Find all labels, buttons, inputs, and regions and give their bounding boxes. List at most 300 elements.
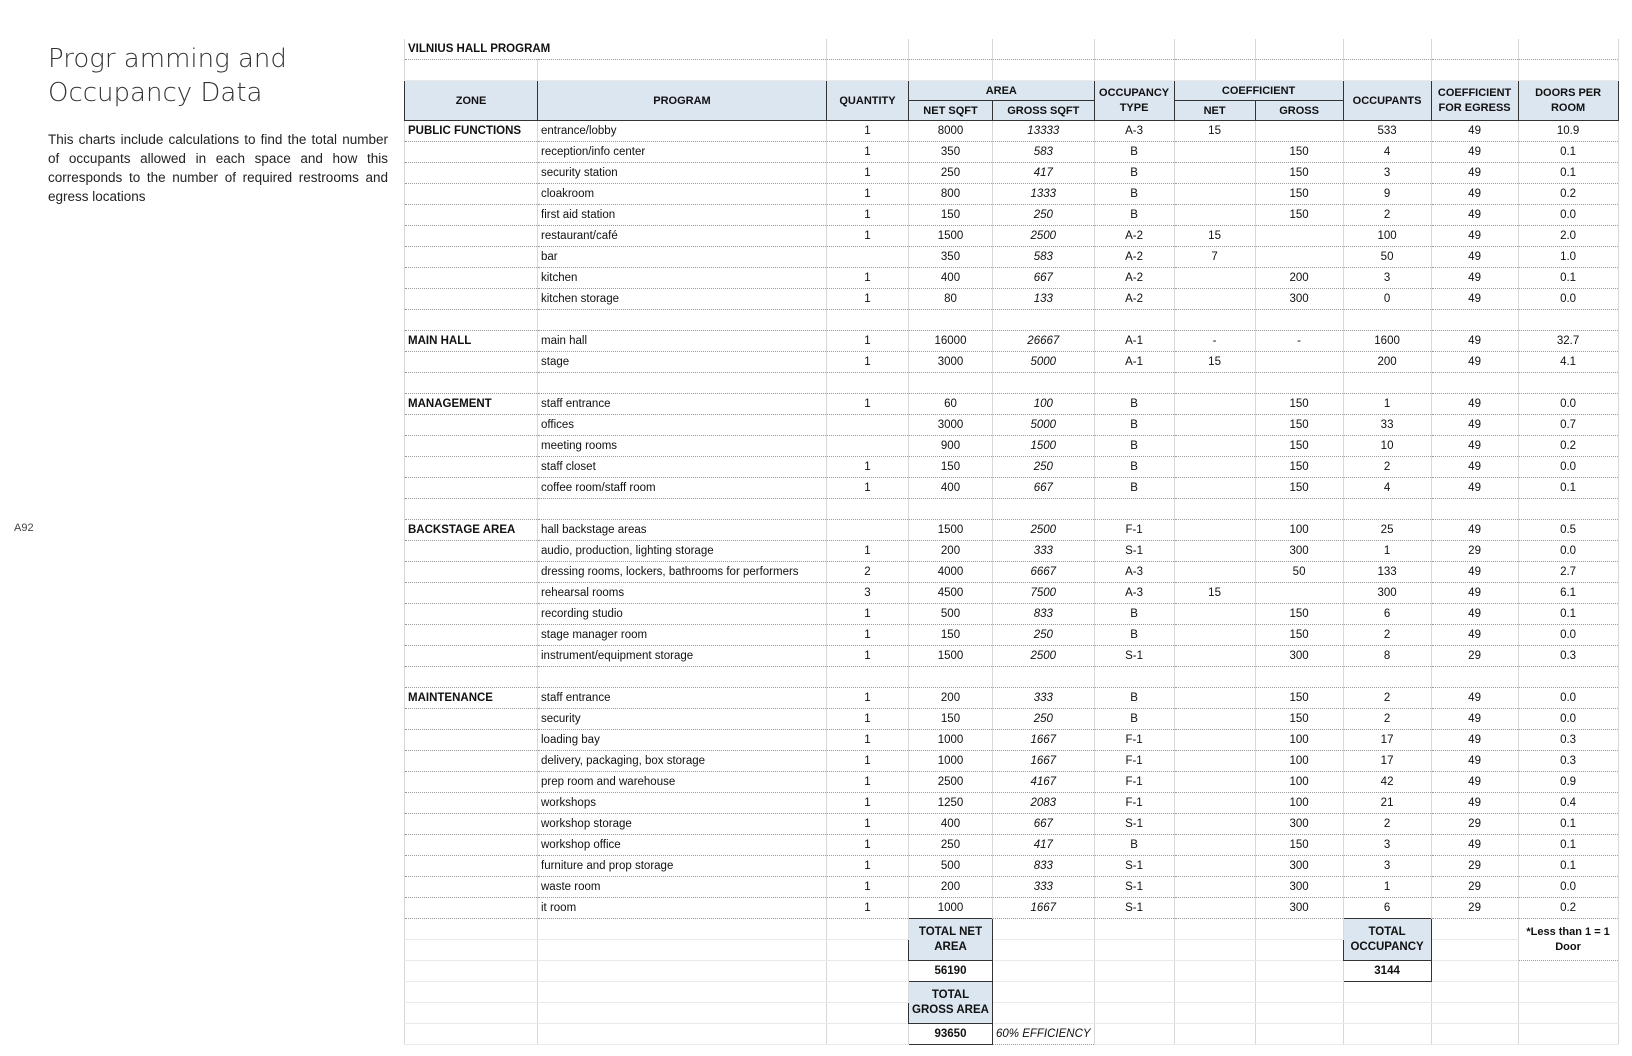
occupancy-type-cell: S-1 — [1094, 877, 1174, 898]
total-gross-area-label: TOTAL GROSS AREA — [909, 982, 993, 1024]
coef-egress-cell: 49 — [1431, 604, 1518, 625]
coef-gross-cell: 50 — [1255, 562, 1343, 583]
quantity-cell: 1 — [827, 898, 909, 919]
doors-cell: 0.0 — [1518, 205, 1618, 226]
header-coef-net: NET — [1174, 101, 1255, 121]
zone-cell: MANAGEMENT — [405, 394, 538, 415]
program-cell: it room — [538, 898, 827, 919]
coef-net-cell — [1174, 520, 1255, 541]
coef-egress-cell: 49 — [1431, 184, 1518, 205]
net-sqft-cell: 1500 — [909, 646, 993, 667]
gross-sqft-cell: 250 — [993, 457, 1095, 478]
quantity-cell: 1 — [827, 184, 909, 205]
quantity-cell: 1 — [827, 142, 909, 163]
occupants-cell: 2 — [1343, 625, 1431, 646]
coef-net-cell — [1174, 436, 1255, 457]
quantity-cell: 1 — [827, 268, 909, 289]
occupants-cell: 4 — [1343, 142, 1431, 163]
zone-cell — [405, 289, 538, 310]
coef-net-cell: 15 — [1174, 226, 1255, 247]
program-cell: security — [538, 709, 827, 730]
gross-sqft-cell: 250 — [993, 625, 1095, 646]
gross-sqft-cell: 1667 — [993, 751, 1095, 772]
occupants-cell: 100 — [1343, 226, 1431, 247]
doors-cell: 0.2 — [1518, 898, 1618, 919]
occupants-cell: 3 — [1343, 268, 1431, 289]
table-row — [405, 625, 1619, 646]
program-cell: coffee room/staff room — [538, 478, 827, 499]
coef-gross-cell — [1255, 121, 1343, 142]
header-program: PROGRAM — [538, 81, 827, 121]
net-sqft-cell: 16000 — [909, 331, 993, 352]
coef-gross-cell: 150 — [1255, 625, 1343, 646]
net-sqft-cell: 8000 — [909, 121, 993, 142]
net-sqft-cell: 250 — [909, 835, 993, 856]
zone-cell — [405, 205, 538, 226]
gross-sqft-cell: 6667 — [993, 562, 1095, 583]
total-gross-area-value: 93650 — [909, 1024, 993, 1045]
zone-cell — [405, 793, 538, 814]
occupants-cell: 533 — [1343, 121, 1431, 142]
zone-cell — [405, 478, 538, 499]
doors-cell: 0.0 — [1518, 625, 1618, 646]
doors-cell: 0.2 — [1518, 184, 1618, 205]
doors-cell: 0.0 — [1518, 688, 1618, 709]
blank-row — [405, 373, 1619, 394]
net-sqft-cell: 4500 — [909, 583, 993, 604]
zone-cell — [405, 730, 538, 751]
doors-cell: 0.1 — [1518, 478, 1618, 499]
occupancy-type-cell: S-1 — [1094, 856, 1174, 877]
doors-cell: 0.0 — [1518, 541, 1618, 562]
doors-cell: 0.0 — [1518, 394, 1618, 415]
coef-gross-cell: 150 — [1255, 142, 1343, 163]
net-sqft-cell: 1500 — [909, 520, 993, 541]
occupants-cell: 200 — [1343, 352, 1431, 373]
gross-sqft-cell: 2500 — [993, 520, 1095, 541]
quantity-cell: 1 — [827, 205, 909, 226]
zone-cell — [405, 142, 538, 163]
occupancy-type-cell: S-1 — [1094, 646, 1174, 667]
doors-cell: 0.3 — [1518, 646, 1618, 667]
header-occupants: OCCUPANTS — [1343, 81, 1431, 121]
doors-cell: 10.9 — [1518, 121, 1618, 142]
coef-egress-cell: 49 — [1431, 772, 1518, 793]
occupancy-type-cell: F-1 — [1094, 793, 1174, 814]
coef-gross-cell: 150 — [1255, 163, 1343, 184]
coef-egress-cell: 49 — [1431, 478, 1518, 499]
doors-cell: 0.7 — [1518, 415, 1618, 436]
coef-egress-cell: 29 — [1431, 541, 1518, 562]
table-row — [405, 352, 1619, 373]
coef-net-cell — [1174, 184, 1255, 205]
occupants-cell: 300 — [1343, 583, 1431, 604]
gross-sqft-cell: 833 — [993, 604, 1095, 625]
quantity-cell: 1 — [827, 709, 909, 730]
coef-egress-cell: 49 — [1431, 751, 1518, 772]
occupancy-type-cell: B — [1094, 709, 1174, 730]
zone-cell — [405, 247, 538, 268]
coef-gross-cell: 100 — [1255, 772, 1343, 793]
coef-net-cell — [1174, 898, 1255, 919]
zone-cell — [405, 751, 538, 772]
quantity-cell: 1 — [827, 457, 909, 478]
program-cell: offices — [538, 415, 827, 436]
net-sqft-cell: 1000 — [909, 898, 993, 919]
coef-net-cell — [1174, 688, 1255, 709]
gross-sqft-cell: 333 — [993, 688, 1095, 709]
occupants-cell: 3 — [1343, 163, 1431, 184]
coef-gross-cell: 150 — [1255, 457, 1343, 478]
coef-gross-cell: 150 — [1255, 835, 1343, 856]
occupants-cell: 25 — [1343, 520, 1431, 541]
occupancy-type-cell: B — [1094, 835, 1174, 856]
page-number: A92 — [14, 522, 34, 534]
quantity-cell: 1 — [827, 226, 909, 247]
table-row — [405, 331, 1619, 352]
occupants-cell: 8 — [1343, 646, 1431, 667]
table-row — [405, 142, 1619, 163]
occupants-cell: 21 — [1343, 793, 1431, 814]
total-net-area-value: 56190 — [909, 961, 993, 982]
coef-gross-cell: 300 — [1255, 289, 1343, 310]
program-cell: audio, production, lighting storage — [538, 541, 827, 562]
net-sqft-cell: 200 — [909, 877, 993, 898]
total-occupancy-value: 3144 — [1343, 961, 1431, 982]
table-row — [405, 562, 1619, 583]
occupancy-type-cell: B — [1094, 436, 1174, 457]
quantity-cell: 1 — [827, 646, 909, 667]
zone-cell — [405, 583, 538, 604]
zone-cell: PUBLIC FUNCTIONS — [405, 121, 538, 142]
program-cell: kitchen storage — [538, 289, 827, 310]
gross-sqft-cell: 417 — [993, 835, 1095, 856]
table-row — [405, 709, 1619, 730]
zone-cell — [405, 898, 538, 919]
coef-egress-cell: 49 — [1431, 268, 1518, 289]
net-sqft-cell: 250 — [909, 163, 993, 184]
occupancy-type-cell: B — [1094, 142, 1174, 163]
program-cell: reception/info center — [538, 142, 827, 163]
coef-egress-cell: 49 — [1431, 457, 1518, 478]
quantity-cell — [827, 247, 909, 268]
quantity-cell: 1 — [827, 688, 909, 709]
coef-gross-cell: - — [1255, 331, 1343, 352]
zone-cell — [405, 163, 538, 184]
coef-gross-cell: 150 — [1255, 184, 1343, 205]
occupants-cell: 4 — [1343, 478, 1431, 499]
program-cell: stage manager room — [538, 625, 827, 646]
program-table — [404, 39, 1619, 1045]
doors-cell: 0.0 — [1518, 877, 1618, 898]
doors-cell: 2.7 — [1518, 562, 1618, 583]
totals-row — [405, 961, 1619, 982]
zone-cell — [405, 604, 538, 625]
coef-gross-cell: 300 — [1255, 814, 1343, 835]
header-doors-per-room: DOORS PER ROOM — [1518, 81, 1618, 121]
occupancy-type-cell: A-2 — [1094, 268, 1174, 289]
table-row — [405, 394, 1619, 415]
spacer-row — [405, 60, 1619, 81]
occupancy-type-cell: A-2 — [1094, 247, 1174, 268]
net-sqft-cell: 500 — [909, 604, 993, 625]
occupants-cell: 42 — [1343, 772, 1431, 793]
zone-cell — [405, 415, 538, 436]
page-title: Progr amming and Occupancy Data — [48, 44, 287, 108]
header-coefficient: COEFFICIENT — [1174, 81, 1343, 101]
coef-net-cell: 15 — [1174, 121, 1255, 142]
net-sqft-cell: 900 — [909, 436, 993, 457]
occupancy-type-cell: S-1 — [1094, 541, 1174, 562]
table-row — [405, 688, 1619, 709]
occupancy-type-cell: B — [1094, 394, 1174, 415]
gross-sqft-cell: 2083 — [993, 793, 1095, 814]
quantity-cell: 1 — [827, 121, 909, 142]
occupancy-type-cell: B — [1094, 688, 1174, 709]
quantity-cell: 1 — [827, 604, 909, 625]
coef-net-cell — [1174, 856, 1255, 877]
gross-sqft-cell: 133 — [993, 289, 1095, 310]
doors-cell: 0.1 — [1518, 268, 1618, 289]
zone-cell — [405, 184, 538, 205]
coef-gross-cell: 150 — [1255, 394, 1343, 415]
occupancy-type-cell: F-1 — [1094, 520, 1174, 541]
occupancy-type-cell: B — [1094, 205, 1174, 226]
doors-cell: 0.1 — [1518, 604, 1618, 625]
occupancy-type-cell: A-1 — [1094, 352, 1174, 373]
coef-net-cell — [1174, 814, 1255, 835]
coef-net-cell — [1174, 205, 1255, 226]
coef-egress-cell: 49 — [1431, 205, 1518, 226]
header-coef-gross: GROSS — [1255, 101, 1343, 121]
quantity-cell: 2 — [827, 562, 909, 583]
gross-sqft-cell: 667 — [993, 814, 1095, 835]
coef-egress-cell: 29 — [1431, 856, 1518, 877]
coef-gross-cell: 150 — [1255, 436, 1343, 457]
zone-cell — [405, 268, 538, 289]
occupants-cell: 133 — [1343, 562, 1431, 583]
occupancy-type-cell: A-2 — [1094, 226, 1174, 247]
occupants-cell: 2 — [1343, 205, 1431, 226]
header-gross-sqft: GROSS SQFT — [993, 101, 1095, 121]
coef-net-cell — [1174, 793, 1255, 814]
program-cell: dressing rooms, lockers, bathrooms for performers — [538, 562, 827, 583]
net-sqft-cell: 1250 — [909, 793, 993, 814]
doors-cell: 0.4 — [1518, 793, 1618, 814]
table-row — [405, 478, 1619, 499]
coef-net-cell — [1174, 625, 1255, 646]
doors-cell: 0.1 — [1518, 814, 1618, 835]
coef-net-cell — [1174, 289, 1255, 310]
totals-row — [405, 982, 1619, 1003]
zone-cell — [405, 457, 538, 478]
coef-egress-cell: 49 — [1431, 436, 1518, 457]
doors-cell: 0.9 — [1518, 772, 1618, 793]
occupants-cell: 1600 — [1343, 331, 1431, 352]
efficiency-note: 60% EFFICIENCY — [993, 1024, 1095, 1045]
table-row — [405, 247, 1619, 268]
coef-net-cell — [1174, 604, 1255, 625]
net-sqft-cell: 1000 — [909, 751, 993, 772]
coef-egress-cell: 29 — [1431, 898, 1518, 919]
program-cell: meeting rooms — [538, 436, 827, 457]
program-cell: first aid station — [538, 205, 827, 226]
coef-egress-cell: 49 — [1431, 583, 1518, 604]
occupancy-type-cell: B — [1094, 457, 1174, 478]
coef-net-cell — [1174, 709, 1255, 730]
program-cell: stage — [538, 352, 827, 373]
gross-sqft-cell: 2500 — [993, 226, 1095, 247]
occupancy-type-cell: B — [1094, 478, 1174, 499]
program-cell: delivery, packaging, box storage — [538, 751, 827, 772]
doors-cell: 0.0 — [1518, 457, 1618, 478]
header-occupancy-type: OCCUPANCY TYPE — [1094, 81, 1174, 121]
occupants-cell: 50 — [1343, 247, 1431, 268]
gross-sqft-cell: 13333 — [993, 121, 1095, 142]
coef-gross-cell: 300 — [1255, 646, 1343, 667]
occupancy-type-cell: F-1 — [1094, 730, 1174, 751]
coef-egress-cell: 49 — [1431, 625, 1518, 646]
program-cell: furniture and prop storage — [538, 856, 827, 877]
occupants-cell: 6 — [1343, 898, 1431, 919]
occupancy-type-cell: A-3 — [1094, 583, 1174, 604]
program-cell: staff entrance — [538, 394, 827, 415]
coef-gross-cell: 150 — [1255, 604, 1343, 625]
coef-gross-cell: 150 — [1255, 688, 1343, 709]
coef-egress-cell: 49 — [1431, 163, 1518, 184]
program-cell: workshop office — [538, 835, 827, 856]
coef-net-cell: 15 — [1174, 352, 1255, 373]
net-sqft-cell: 400 — [909, 268, 993, 289]
zone-cell: BACKSTAGE AREA — [405, 520, 538, 541]
coef-net-cell — [1174, 772, 1255, 793]
net-sqft-cell: 150 — [909, 205, 993, 226]
coef-gross-cell — [1255, 583, 1343, 604]
occupancy-type-cell: S-1 — [1094, 898, 1174, 919]
coef-egress-cell: 49 — [1431, 289, 1518, 310]
occupants-cell: 3 — [1343, 835, 1431, 856]
gross-sqft-cell: 4167 — [993, 772, 1095, 793]
net-sqft-cell: 80 — [909, 289, 993, 310]
coef-gross-cell: 150 — [1255, 709, 1343, 730]
blank-row — [405, 667, 1619, 688]
occupants-cell: 0 — [1343, 289, 1431, 310]
quantity-cell: 1 — [827, 394, 909, 415]
coef-egress-cell: 29 — [1431, 814, 1518, 835]
coef-gross-cell: 100 — [1255, 751, 1343, 772]
gross-sqft-cell: 583 — [993, 142, 1095, 163]
zone-cell — [405, 856, 538, 877]
net-sqft-cell: 200 — [909, 688, 993, 709]
occupants-cell: 2 — [1343, 457, 1431, 478]
table-row — [405, 226, 1619, 247]
table-title: VILNIUS HALL PROGRAM — [405, 39, 827, 60]
net-sqft-cell: 60 — [909, 394, 993, 415]
gross-sqft-cell: 100 — [993, 394, 1095, 415]
occupancy-type-cell: B — [1094, 163, 1174, 184]
table-row — [405, 772, 1619, 793]
coef-gross-cell — [1255, 226, 1343, 247]
coef-gross-cell: 150 — [1255, 478, 1343, 499]
program-cell: rehearsal rooms — [538, 583, 827, 604]
coef-egress-cell: 49 — [1431, 415, 1518, 436]
coef-gross-cell: 300 — [1255, 898, 1343, 919]
quantity-cell: 1 — [827, 751, 909, 772]
quantity-cell: 1 — [827, 793, 909, 814]
occupants-cell: 17 — [1343, 751, 1431, 772]
coef-gross-cell: 150 — [1255, 205, 1343, 226]
gross-sqft-cell: 5000 — [993, 352, 1095, 373]
zone-cell — [405, 835, 538, 856]
coef-egress-cell: 49 — [1431, 793, 1518, 814]
coef-egress-cell: 29 — [1431, 877, 1518, 898]
table-row — [405, 184, 1619, 205]
zone-cell — [405, 646, 538, 667]
zone-cell — [405, 352, 538, 373]
gross-sqft-cell: 583 — [993, 247, 1095, 268]
coef-gross-cell — [1255, 247, 1343, 268]
coef-net-cell — [1174, 541, 1255, 562]
zone-cell: MAIN HALL — [405, 331, 538, 352]
table-row — [405, 751, 1619, 772]
zone-cell — [405, 709, 538, 730]
net-sqft-cell: 2500 — [909, 772, 993, 793]
quantity-cell: 1 — [827, 331, 909, 352]
occupants-cell: 3 — [1343, 856, 1431, 877]
net-sqft-cell: 3000 — [909, 352, 993, 373]
zone-cell — [405, 877, 538, 898]
occupants-cell: 1 — [1343, 877, 1431, 898]
net-sqft-cell: 1500 — [909, 226, 993, 247]
net-sqft-cell: 350 — [909, 247, 993, 268]
occupants-cell: 33 — [1343, 415, 1431, 436]
zone-cell — [405, 772, 538, 793]
program-cell: main hall — [538, 331, 827, 352]
occupants-cell: 2 — [1343, 709, 1431, 730]
table-row — [405, 457, 1619, 478]
gross-sqft-cell: 417 — [993, 163, 1095, 184]
coef-net-cell — [1174, 478, 1255, 499]
doors-cell: 0.5 — [1518, 520, 1618, 541]
gross-sqft-cell: 7500 — [993, 583, 1095, 604]
coef-net-cell — [1174, 835, 1255, 856]
quantity-cell: 1 — [827, 814, 909, 835]
occupants-cell: 1 — [1343, 541, 1431, 562]
coef-gross-cell: 300 — [1255, 541, 1343, 562]
header-quantity: QUANTITY — [827, 81, 909, 121]
header-coefficient-egress: COEFFICIENT FOR EGRESS — [1431, 81, 1518, 121]
coef-gross-cell: 100 — [1255, 793, 1343, 814]
table-row — [405, 289, 1619, 310]
coef-net-cell — [1174, 877, 1255, 898]
zone-cell — [405, 436, 538, 457]
occupancy-type-cell: B — [1094, 604, 1174, 625]
program-cell: loading bay — [538, 730, 827, 751]
doors-cell: 32.7 — [1518, 331, 1618, 352]
header-net-sqft: NET SQFT — [909, 101, 993, 121]
gross-sqft-cell: 1667 — [993, 730, 1095, 751]
zone-cell — [405, 625, 538, 646]
occupancy-type-cell: S-1 — [1094, 814, 1174, 835]
gross-sqft-cell: 667 — [993, 268, 1095, 289]
program-cell: restaurant/café — [538, 226, 827, 247]
coef-net-cell — [1174, 268, 1255, 289]
table-row — [405, 268, 1619, 289]
quantity-cell: 1 — [827, 730, 909, 751]
net-sqft-cell: 400 — [909, 478, 993, 499]
coef-gross-cell: 100 — [1255, 730, 1343, 751]
occupants-cell: 2 — [1343, 814, 1431, 835]
